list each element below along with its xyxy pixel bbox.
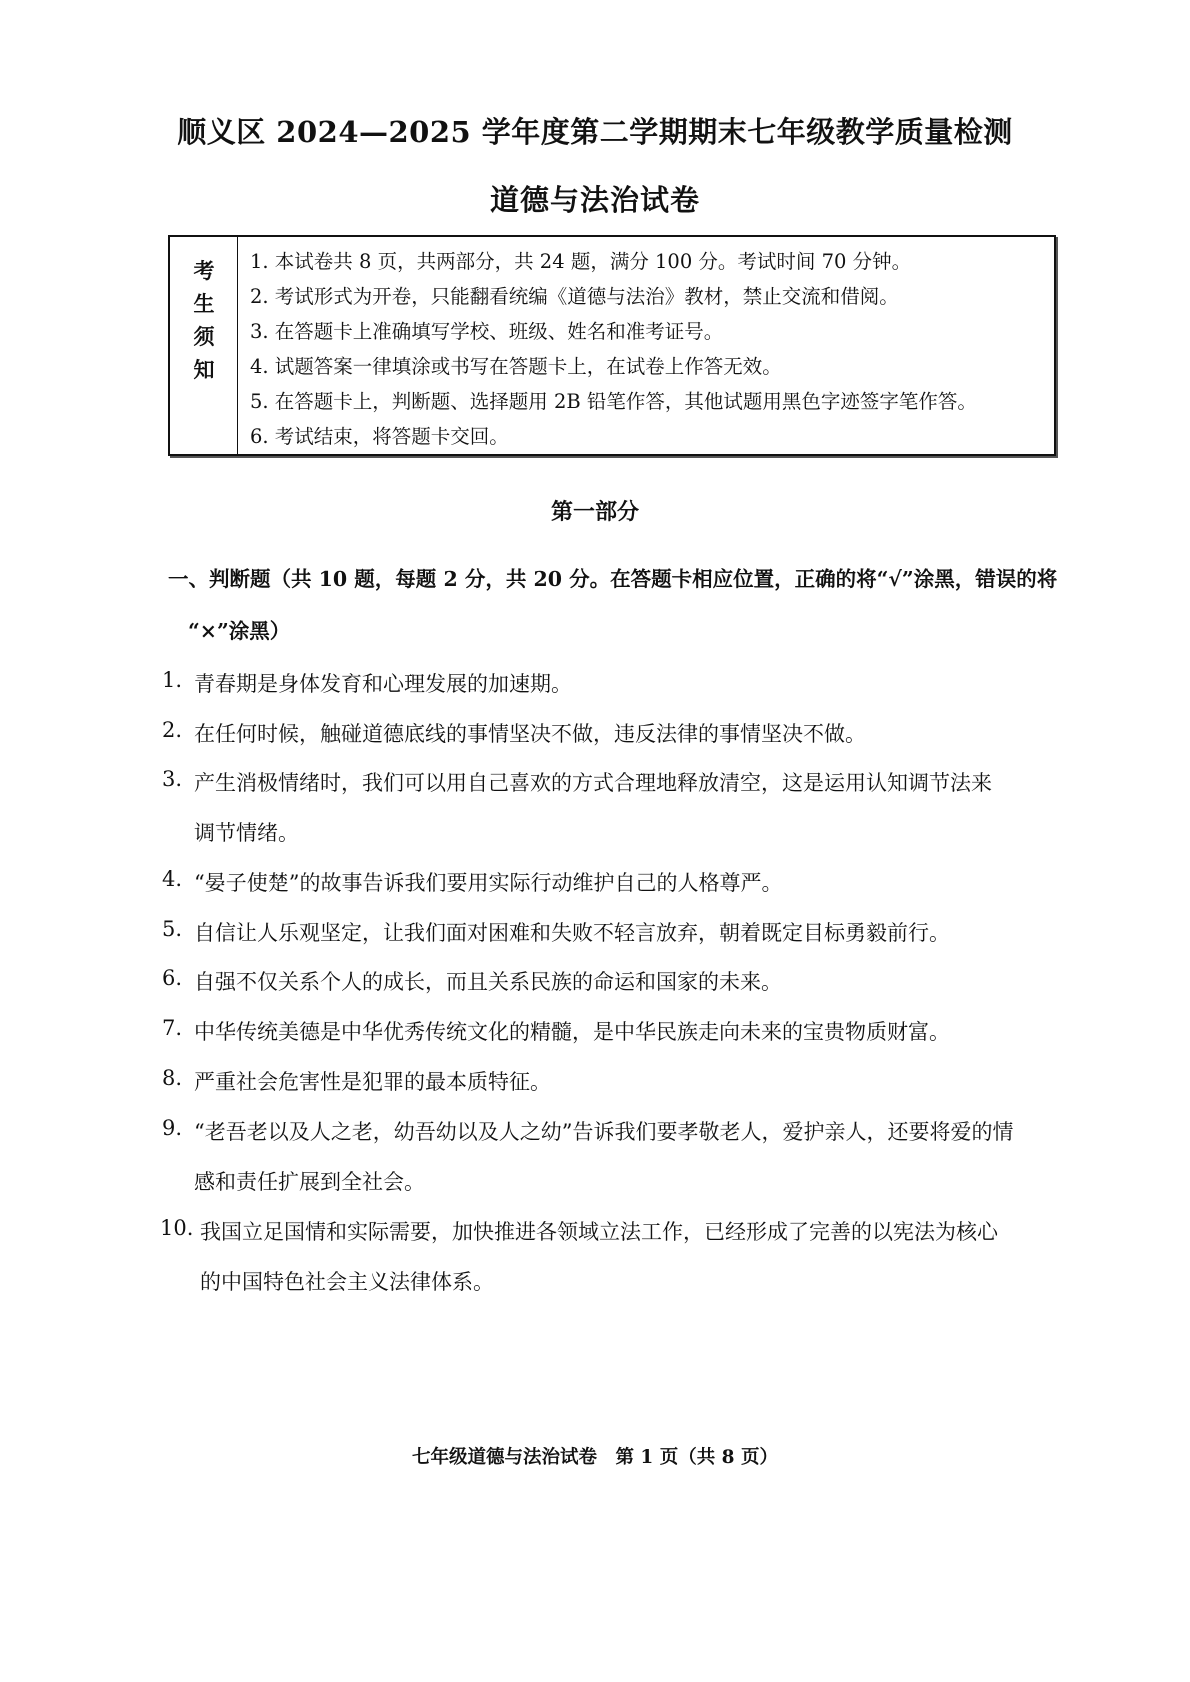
question-text: 严重社会危害性是犯罪的最本质特征。	[194, 1070, 551, 1094]
notice-item: 5. 在答题卡上，判断题、选择题用 2B 铅笔作答，其他试题用黑色字迹签字笔作答。	[250, 390, 977, 413]
page-footer: 七年级道德与法治试卷 第 1 页（共 8 页）	[411, 1447, 778, 1468]
question-text: 我国立足国情和实际需要，加快推进各领域立法工作，已经形成了完善的以宪法为核心	[200, 1220, 998, 1244]
question-number: 8.	[162, 1066, 183, 1090]
candidate-notice-box	[168, 235, 1056, 456]
section-heading-continued: “×”涂黑）	[188, 619, 291, 643]
question-text: 自信让人乐观坚定，让我们面对困难和失败不轻言放弃，朝着既定目标勇毅前行。	[194, 921, 950, 945]
notice-item: 2. 考试形式为开卷，只能翻看统编《道德与法治》教材，禁止交流和借阅。	[250, 285, 899, 308]
question-text: 感和责任扩展到全社会。	[194, 1170, 425, 1194]
question-text: 在任何时候，触碰道德底线的事情坚决不做，违反法律的事情坚决不做。	[194, 722, 866, 746]
question-number: 3.	[162, 767, 183, 791]
question-number: 4.	[162, 867, 183, 891]
notice-label	[170, 237, 238, 454]
question-text: 调节情绪。	[194, 821, 299, 845]
question-number: 6.	[162, 966, 183, 990]
subject-title: 道德与法治试卷	[489, 183, 700, 217]
notice-item: 1. 本试卷共 8 页，共两部分，共 24 题，满分 100 分。考试时间 70 分钟。	[250, 250, 912, 273]
question-text: 产生消极情绪时，我们可以用自己喜欢的方式合理地释放清空，这是运用认知调节法来	[194, 771, 992, 795]
section-heading: 一、判断题（共 10 题，每题 2 分，共 20 分。在答题卡相应位置，正确的将“√”涂黑，错误的将	[168, 567, 1058, 591]
question-text: 的中国特色社会主义法律体系。	[200, 1270, 494, 1294]
notice-item: 3. 在答题卡上准确填写学校、班级、姓名和准考证号。	[250, 320, 724, 343]
question-text: 自强不仅关系个人的成长，而且关系民族的命运和国家的未来。	[194, 970, 782, 994]
question-text: “晏子使楚”的故事告诉我们要用实际行动维护自己的人格尊严。	[194, 871, 783, 895]
question-text: 中华传统美德是中华优秀传统文化的精髓，是中华民族走向未来的宝贵物质财富。	[194, 1020, 950, 1044]
question-number: 7.	[162, 1016, 183, 1040]
notice-label-char: 知	[193, 357, 215, 382]
question-text: 青春期是身体发育和心理发展的加速期。	[194, 672, 572, 696]
notice-item: 4. 试题答案一律填涂或书写在答题卡上，在试卷上作答无效。	[250, 355, 782, 378]
question-number: 10.	[160, 1216, 194, 1240]
notice-item: 6. 考试结束，将答题卡交回。	[250, 425, 509, 448]
part-heading: 第一部分	[550, 499, 639, 525]
notice-label-char: 考	[193, 258, 215, 283]
question-number: 9.	[162, 1116, 183, 1140]
exam-title: 顺义区 2024—2025 学年度第二学期期末七年级教学质量检测	[177, 115, 1013, 149]
notice-label-char: 生	[193, 291, 215, 316]
question-text: “老吾老以及人之老，幼吾幼以及人之幼”告诉我们要孝敬老人，爱护亲人，还要将爱的情	[194, 1120, 1014, 1144]
question-number: 5.	[162, 917, 183, 941]
question-number: 1.	[162, 668, 183, 692]
question-number: 2.	[162, 718, 183, 742]
notice-label-char: 须	[193, 324, 215, 349]
